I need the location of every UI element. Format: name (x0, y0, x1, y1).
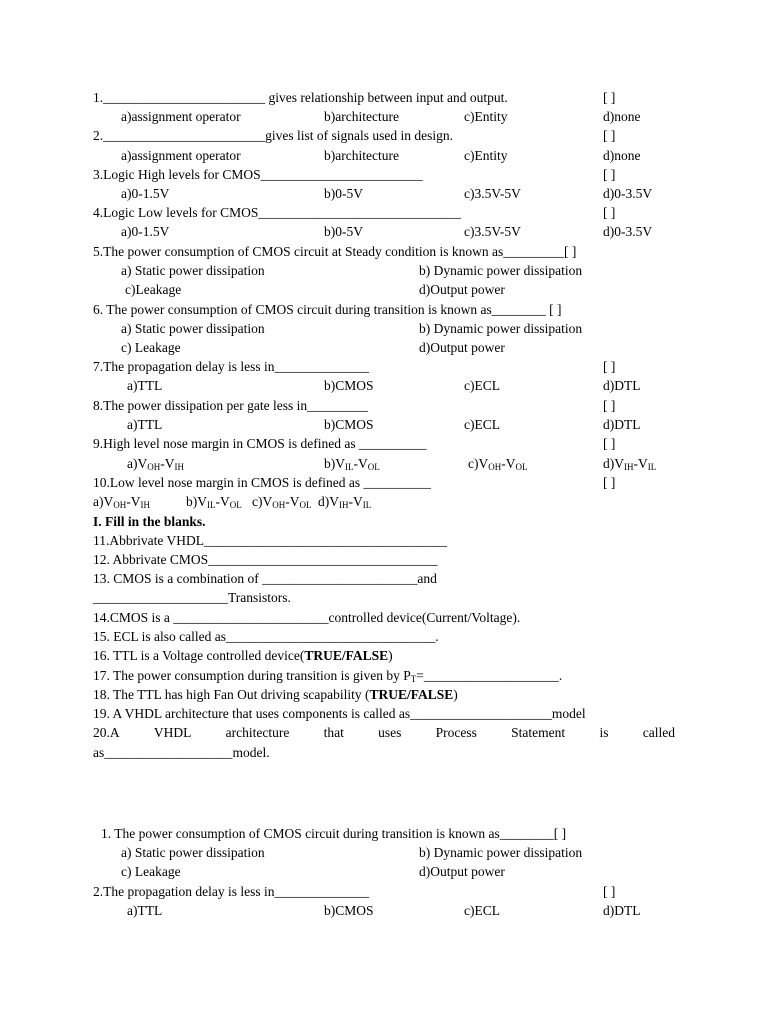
question-7 (93, 357, 683, 376)
answer-bracket: [ ] (603, 475, 616, 490)
word: uses (378, 725, 402, 740)
question-7-options (93, 376, 683, 395)
option-a: a)assignment operator (121, 109, 241, 124)
option-a: $a)V_{OH}-V_{IH}$ (127, 456, 184, 472)
question-stem: 6. The power consumption of CMOS circuit during transition is known as________ [ ] (93, 302, 562, 317)
answer-bracket: [ ] (603, 167, 616, 182)
question-stem: 2.________________________gives list of signals used in design. (93, 128, 453, 143)
answer-bracket: [ ] (603, 128, 616, 143)
question-9 (93, 434, 683, 453)
question-b1-options-row2 (93, 862, 683, 881)
question-b2 (93, 882, 683, 901)
option-b: b)CMOS (324, 417, 374, 432)
option-d: d)Output power (419, 282, 505, 297)
question-stem: 9.High level nose margin in CMOS is defined as __________ (93, 436, 427, 451)
option-c: c) Leakage (121, 340, 181, 355)
option-c: c)Entity (464, 148, 508, 163)
option-c: c)ECL (464, 417, 500, 432)
option-d: d)0-3.5V (603, 224, 653, 239)
word: is (599, 725, 609, 740)
question-2 (93, 126, 683, 145)
question-5 (93, 242, 683, 261)
question-3-options (93, 184, 683, 203)
option-a: a)TTL (127, 417, 163, 432)
question-text: 15. ECL is also called as_______________________________. (93, 629, 439, 644)
option-c: c)3.5V-5V (464, 186, 521, 201)
question-text: 11.Abbrivate VHDL____________________________________ (93, 533, 447, 548)
question-20 (93, 723, 683, 742)
option-d: d)Output power (419, 864, 505, 879)
question-16 (93, 646, 683, 665)
option-b: b) Dynamic power dissipation (419, 845, 583, 860)
question-6-options-row1 (93, 319, 683, 338)
option-d: d)none (603, 109, 641, 124)
option-d: d)DTL (603, 903, 641, 918)
question-6 (93, 300, 683, 319)
option-b: b)0-5V (324, 224, 363, 239)
question-11 (93, 531, 683, 550)
question-3 (93, 165, 683, 184)
question-b2-options (93, 901, 683, 920)
option-b: b) Dynamic power dissipation (419, 321, 583, 336)
option-c: c)3.5V-5V (464, 224, 521, 239)
question-stem: 2.The propagation delay is less in______________ (93, 884, 369, 899)
question-stem: 3.Logic High levels for CMOS________________________ (93, 167, 423, 182)
option-c: c)Entity (464, 109, 508, 124)
option-a: a) Static power dissipation (121, 321, 265, 336)
question-20-continued (93, 743, 683, 762)
option-a: a)0-1.5V (121, 186, 170, 201)
question-4-options (93, 222, 683, 241)
option-a: a)TTL (127, 378, 163, 393)
question-text: ____________________Transistors. (93, 590, 291, 605)
question-1-options (93, 107, 683, 126)
answer-bracket: [ ] (603, 205, 616, 220)
option-b: b)0-5V (324, 186, 363, 201)
option-a: a)TTL (127, 903, 163, 918)
word: that (323, 725, 344, 740)
question-stem: 8.The power dissipation per gate less in_________ (93, 398, 368, 413)
option-a: a) Static power dissipation (121, 263, 265, 278)
question-6-options-row2 (93, 338, 683, 357)
option-d: $d)V_{IH}-V_{IL}$ (318, 494, 372, 510)
option-c: c)ECL (464, 903, 500, 918)
question-text: 13. CMOS is a combination of _______________________and (93, 571, 437, 586)
question-2-options (93, 146, 683, 165)
question-5-options-row2 (93, 280, 683, 299)
question-9-options (93, 454, 683, 473)
word: architecture (225, 725, 290, 740)
answer-bracket: [ ] (603, 436, 616, 451)
answer-bracket: [ ] (603, 90, 616, 105)
question-b1-options-row1 (93, 843, 683, 862)
option-d: d)DTL (603, 378, 641, 393)
question-text: 17. The power consumption during transition is given by $P_T=\_\_\_\_\_\_\_\_\_\_\_\_\_\_\_\_\_\_\_\_$. (93, 668, 563, 684)
option-a: $a)V_{OH}-V_{IH}$ (93, 494, 150, 510)
option-d: d)Output power (419, 340, 505, 355)
question-10-options (93, 492, 683, 511)
option-c: c)ECL (464, 378, 500, 393)
option-b: b) Dynamic power dissipation (419, 263, 583, 278)
option-b: b)CMOS (324, 903, 374, 918)
question-text: 12. Abbrivate CMOS__________________________________ (93, 552, 438, 567)
question-18 (93, 685, 683, 704)
option-c: c) Leakage (121, 864, 181, 879)
question-stem: 10.Low level nose margin in CMOS is defined as __________ (93, 475, 431, 490)
option-c: c)Leakage (125, 282, 182, 297)
section-title: I. Fill in the blanks. (93, 514, 206, 529)
option-a: a) Static power dissipation (121, 845, 265, 860)
option-b: b)architecture (324, 148, 399, 163)
question-14 (93, 608, 683, 627)
word: 20.A (93, 725, 120, 740)
option-b: b)architecture (324, 109, 399, 124)
answer-bracket: [ ] (603, 884, 616, 899)
question-text: 14.CMOS is a _______________________controlled device(Current/Voltage). (93, 610, 521, 625)
question-stem: 7.The propagation delay is less in______________ (93, 359, 369, 374)
question-12 (93, 550, 683, 569)
question-1 (93, 88, 683, 107)
question-text: 16. TTL is a Voltage controlled device(TRUE/FALSE) (93, 648, 393, 663)
question-text: as___________________model. (93, 745, 270, 760)
option-d: d)0-3.5V (603, 186, 653, 201)
question-text: 19. A VHDL architecture that uses components is called as_____________________model (93, 706, 586, 721)
option-d: $d)V_{IH}-V_{IL}$ (603, 456, 657, 472)
question-stem: 1. The power consumption of CMOS circuit during transition is known as________[ ] (101, 826, 567, 841)
question-stem: 1.________________________ gives relationship between input and output. (93, 90, 508, 105)
word: called (642, 725, 675, 740)
option-d: d)DTL (603, 417, 641, 432)
option-b: b)CMOS (324, 378, 374, 393)
question-stem: 4.Logic Low levels for CMOS______________________________ (93, 205, 461, 220)
word: VHDL (153, 725, 192, 740)
question-8-options (93, 415, 683, 434)
question-text: 18. The TTL has high Fan Out driving scapability (TRUE/FALSE) (93, 687, 458, 702)
question-8 (93, 396, 683, 415)
question-13-continued (93, 588, 683, 607)
option-b: $b)V_{IL}-V_{OL}$ (186, 494, 242, 510)
section-heading (93, 512, 683, 531)
answer-bracket: [ ] (603, 359, 616, 374)
option-c: $c)V_{OH}-V_{OL}$ (468, 456, 528, 472)
option-a: a)0-1.5V (121, 224, 170, 239)
question-13 (93, 569, 683, 588)
option-b: $b)V_{IL}-V_{OL}$ (324, 456, 380, 472)
word: Process (435, 725, 477, 740)
option-d: d)none (603, 148, 641, 163)
question-4 (93, 203, 683, 222)
option-c: $c)V_{OH}-V_{OL}$ (252, 494, 312, 510)
answer-bracket: [ ] (603, 398, 616, 413)
word: Statement (511, 725, 566, 740)
question-20-justified-line (93, 723, 675, 742)
question-b1 (93, 824, 683, 843)
question-19 (93, 704, 683, 723)
question-15 (93, 627, 683, 646)
question-10 (93, 473, 683, 492)
question-stem: 5.The power consumption of CMOS circuit at Steady condition is known as_________[ ] (93, 244, 577, 259)
question-5-options-row1 (93, 261, 683, 280)
question-17 (93, 666, 683, 685)
option-a: a)assignment operator (121, 148, 241, 163)
